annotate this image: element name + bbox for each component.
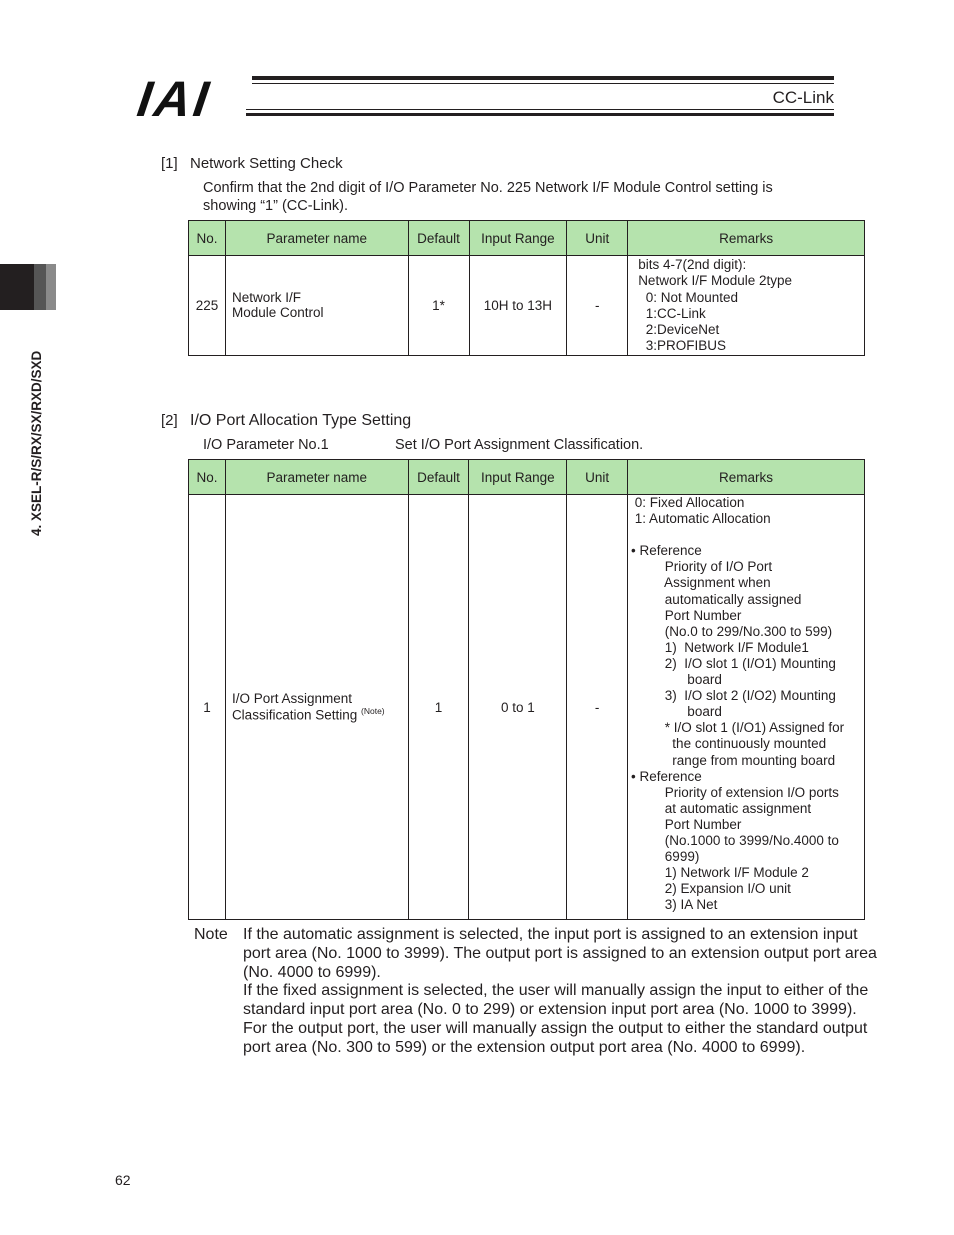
- chapter-title: CC-Link: [772, 88, 834, 107]
- section-2-title: I/O Port Allocation Type Setting: [190, 412, 412, 429]
- col-header-input-range: Input Range: [469, 460, 567, 495]
- section-1-number: [1]: [161, 155, 178, 172]
- header-rule-top-thin: [252, 83, 834, 84]
- header-rule-bottom-thin: [246, 109, 834, 110]
- section-2-number: [2]: [161, 412, 178, 429]
- col-header-remarks: Remarks: [628, 221, 865, 256]
- note-paragraph-1: If the automatic assignment is selected, the input port is assigned to an extension input port area (No. 1000 to 3999). The output port is assigned to an extension output port area (No. 4000 to 6999).: [243, 926, 877, 981]
- col-header-no: No.: [189, 221, 226, 256]
- section-1-title: Network Setting Check: [190, 155, 343, 172]
- section-2-param-label: I/O Parameter No.1: [203, 437, 329, 453]
- param-name-line-1: I/O Port Assignment: [231, 691, 352, 707]
- col-header-unit: Unit: [567, 221, 628, 256]
- section-1-para-line-2: showing “1” (CC-Link).: [203, 198, 349, 214]
- section-2-heading: [161, 412, 411, 430]
- section-1-paragraph: [203, 179, 773, 215]
- side-tab-block-mid: [34, 264, 46, 310]
- col-header-remarks: Remarks: [628, 460, 865, 495]
- param-name-line-1: Network I/F: [231, 290, 301, 306]
- param-name-line-2-text: Classification Setting: [231, 707, 358, 723]
- cell-default: 1*: [408, 256, 469, 356]
- section-1-para-line-1: Confirm that the 2nd digit of I/O Parameter No. 225 Network I/F Module Control setting is: [203, 180, 773, 196]
- cell-no: 225: [189, 256, 226, 356]
- side-tab-chapter-label: 4. XSEL-R/S/RX/SX/RXD/SXD: [29, 350, 44, 536]
- cell-remarks: bits 4-7(2nd digit): Network I/F Module 2type 0: Not Mounted 1:CC-Link 2:DeviceNet 3:PROFIBUS: [628, 256, 865, 356]
- col-header-default: Default: [408, 221, 469, 256]
- section-2-param-description: Set I/O Port Assignment Classification.: [395, 437, 644, 453]
- col-header-parameter-name: Parameter name: [225, 221, 408, 256]
- side-tab-block-dark: [0, 264, 34, 310]
- cell-input-range: 0 to 1: [469, 495, 567, 920]
- col-header-unit: Unit: [567, 460, 628, 495]
- table-header-row: [189, 460, 865, 495]
- table-row: [189, 495, 865, 920]
- section-1-heading: [161, 155, 343, 172]
- col-header-input-range: Input Range: [469, 221, 567, 256]
- note-paragraph-2: If the fixed assignment is selected, the user will manually assign the input to either of the standard input port area (No. 0 to 299) or extension input port area (No. 1000 to 3999).: [243, 982, 869, 1019]
- side-tab-block-light: [46, 264, 56, 310]
- cell-parameter-name: [225, 256, 408, 356]
- note-reference: (Note): [361, 706, 385, 717]
- col-header-no: No.: [189, 460, 226, 495]
- io-port-allocation-table: [188, 459, 865, 920]
- col-header-default: Default: [408, 460, 469, 495]
- iai-logo: IAI: [134, 71, 215, 127]
- header-rule-top: [252, 76, 834, 80]
- param-name-line-2: Module Control: [231, 305, 324, 321]
- cell-input-range: 10H to 13H: [469, 256, 567, 356]
- param-name-line-2: [232, 706, 408, 723]
- table-row: [189, 256, 865, 356]
- note-label: Note: [194, 926, 228, 943]
- header-rule-bottom: [246, 113, 834, 116]
- table-header-row: [189, 221, 865, 256]
- cell-remarks: 0: Fixed Allocation 1: Automatic Allocation • Reference Priority of I/O Port Assignment when automatically assigned Port Number (No.0 to 299/No.300 to 599) 1) Network I/F Module1 2) I/O slot 1 (I/O1) Mounting board 3) I/O slot 2 (I/O2) Mounting board * I/O slot 1 (I/O1) Assigned for the continuously mounted range from mounting board • Reference Priority of extension I/O ports at automatic assignment Port Number (No.1000 to 3999/No.4000 to 6999) 1) Network I/F Module 2 2) Expansion I/O unit 3) IA Net: [628, 495, 865, 920]
- col-header-parameter-name: Parameter name: [225, 460, 408, 495]
- network-setting-table: [188, 220, 865, 356]
- cell-parameter-name: [225, 495, 408, 920]
- cell-unit: -: [567, 495, 628, 920]
- note-body: [243, 926, 883, 1058]
- cell-no: 1: [189, 495, 226, 920]
- page-number: 62: [115, 1172, 131, 1188]
- cell-unit: -: [567, 256, 628, 356]
- cell-default: 1: [408, 495, 469, 920]
- note-paragraph-3: For the output port, the user will manually assign the output to either the standard output port area (No. 300 to 599) or the extension output port area (No. 4000 to 6999).: [243, 1019, 868, 1056]
